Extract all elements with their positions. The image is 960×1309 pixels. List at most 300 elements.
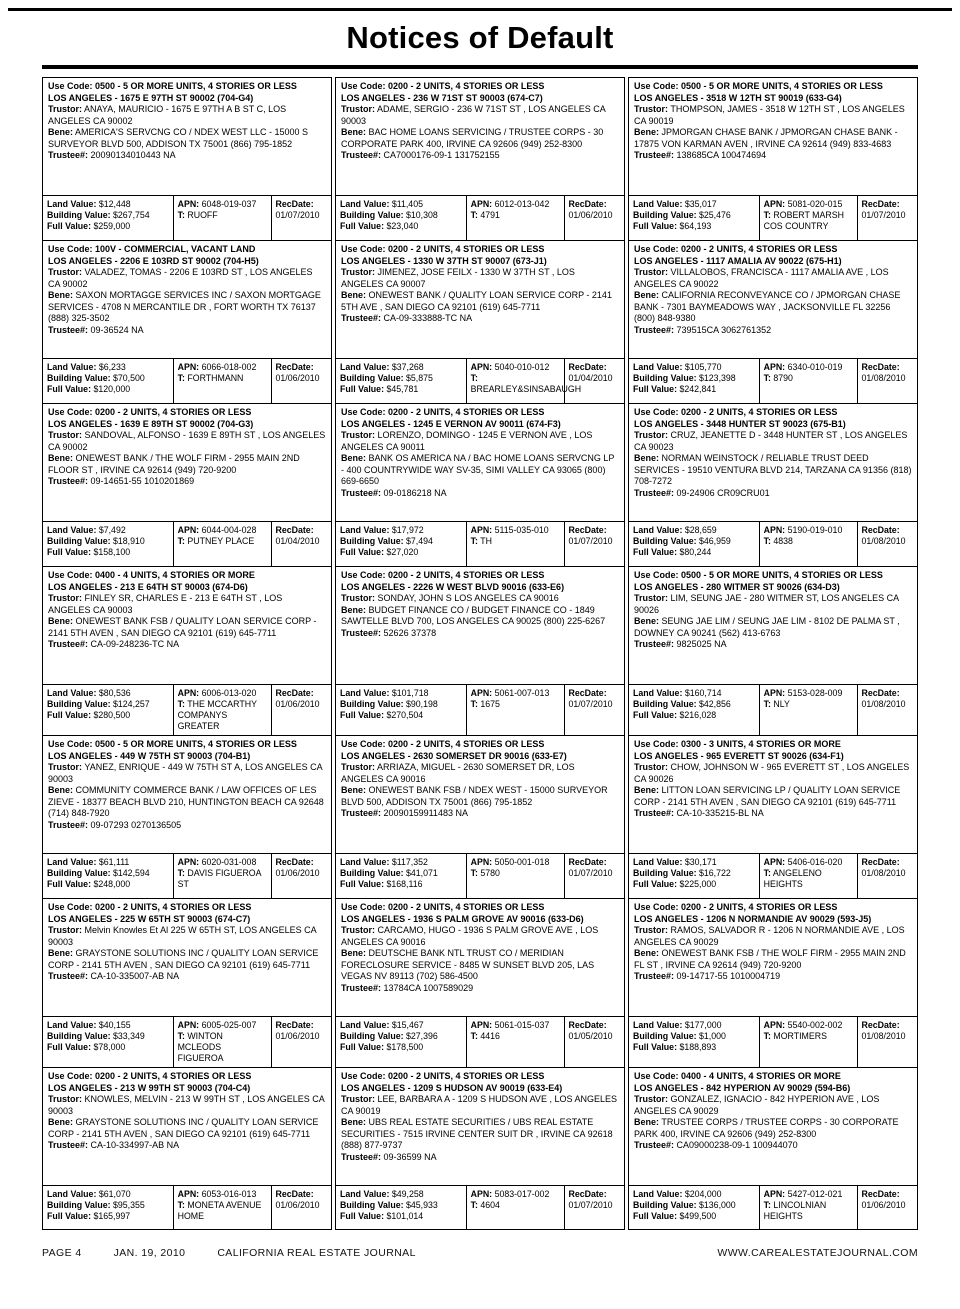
bene-label: Bene: bbox=[48, 453, 74, 463]
trustor-line bbox=[48, 267, 326, 290]
full-value-label: Full Value: bbox=[340, 1042, 384, 1052]
trustee-value: 138685CA 100474694 bbox=[676, 150, 767, 160]
building-value-line bbox=[340, 536, 462, 547]
bene-value: ONEWEST BANK FSB / NDEX WEST - 15000 SURVEYOR BLVD 500, ADDISON TX 75001 (866) 795-1852 bbox=[341, 785, 608, 807]
footer-page-number: PAGE 4 bbox=[42, 1247, 82, 1259]
apn-value: 5115-035-010 bbox=[494, 525, 549, 535]
bene-value: UBS REAL ESTATE SECURITIES / UBS REAL ESTATE SECURITIES - 7515 IRVINE CENTER SUIT DR , IRVINE CA 92618 (888) 877-9737 bbox=[341, 1117, 613, 1150]
building-value: $7,494 bbox=[406, 536, 433, 546]
value-col-recdate bbox=[271, 359, 332, 403]
bene-value: NORMAN WEINSTOCK / RELIABLE TRUST DEED SERVICES - 19510 VENTURA BLVD 214, TARZANA CA 91356 (818) 708-7272 bbox=[634, 453, 912, 486]
building-value-label: Building Value: bbox=[633, 868, 697, 878]
apn-label: APN: bbox=[177, 857, 200, 867]
trustor-line bbox=[48, 762, 326, 785]
bene-label: Bene: bbox=[634, 948, 660, 958]
building-value: $142,594 bbox=[113, 868, 150, 878]
trustor-label: Trustor: bbox=[634, 430, 669, 440]
land-value: $17,972 bbox=[391, 525, 424, 535]
apn-value: 5081-020-015 bbox=[787, 199, 843, 209]
use-code-line bbox=[634, 407, 912, 419]
trustee-label: Trustee#: bbox=[341, 150, 382, 160]
value-col-assessments bbox=[336, 1186, 466, 1229]
value-col-recdate bbox=[857, 1017, 918, 1067]
bene-line bbox=[341, 127, 619, 150]
bene-line bbox=[48, 127, 326, 150]
tract-label: T: bbox=[763, 699, 771, 709]
full-value-label: Full Value: bbox=[47, 1042, 91, 1052]
trustor-value: CRUZ, JEANETTE D - 3448 HUNTER ST , LOS ANGELES CA 90023 bbox=[634, 430, 908, 452]
apn-line bbox=[178, 688, 267, 699]
bene-line bbox=[341, 785, 619, 808]
recdate-value: 01/08/2010 bbox=[861, 868, 906, 878]
value-col-assessments bbox=[43, 359, 173, 403]
full-value-label: Full Value: bbox=[47, 384, 91, 394]
land-value-label: Land Value: bbox=[47, 362, 97, 372]
full-value-line bbox=[47, 1042, 169, 1053]
bene-line bbox=[341, 453, 619, 488]
tract-value: NLY bbox=[773, 699, 790, 709]
land-value-line bbox=[47, 857, 169, 868]
trustee-line bbox=[634, 325, 912, 337]
full-value-label: Full Value: bbox=[47, 547, 91, 557]
value-col-recdate bbox=[857, 196, 918, 240]
tract-value: PUTNEY PLACE bbox=[187, 536, 255, 546]
apn-line bbox=[471, 857, 560, 868]
notice-address: LOS ANGELES - 3448 HUNTER ST 90023 (675-B1) bbox=[634, 418, 846, 429]
trustor-label: Trustor: bbox=[634, 1094, 669, 1104]
value-col-assessments bbox=[43, 1017, 173, 1067]
value-col-apn bbox=[173, 196, 271, 240]
tract-label: T: bbox=[763, 1200, 771, 1210]
recdate-value: 01/08/2010 bbox=[861, 373, 906, 383]
full-value-label: Full Value: bbox=[633, 547, 677, 557]
land-value-label: Land Value: bbox=[633, 525, 683, 535]
trustee-label: Trustee#: bbox=[48, 639, 89, 649]
apn-value: 6340-010-019 bbox=[787, 362, 843, 372]
building-value-label: Building Value: bbox=[633, 210, 697, 220]
tract-line bbox=[471, 699, 560, 710]
tract-line bbox=[764, 210, 853, 232]
apn-label: APN: bbox=[763, 199, 786, 209]
bene-label: Bene: bbox=[48, 290, 74, 300]
value-col-assessments bbox=[629, 1017, 759, 1067]
value-col-recdate bbox=[564, 1017, 625, 1067]
footer-website: WWW.CAREALESTATEJOURNAL.COM bbox=[717, 1247, 918, 1259]
use-code-value: 0400 - 4 UNITS, 4 STORIES OR MORE bbox=[95, 570, 255, 580]
land-value-line bbox=[633, 1189, 755, 1200]
apn-value: 5040-010-012 bbox=[494, 362, 550, 372]
notices-grid bbox=[42, 77, 918, 1230]
full-value-line bbox=[340, 221, 462, 232]
apn-label: APN: bbox=[177, 362, 200, 372]
tract-line bbox=[178, 1031, 267, 1064]
bene-value: ONEWEST BANK / THE WOLF FIRM - 2955 MAIN 2ND FLOOR ST , IRVINE CA 92614 (949) 720-9200 bbox=[48, 453, 300, 475]
apn-value: 6053-016-013 bbox=[201, 1189, 257, 1199]
building-value-label: Building Value: bbox=[633, 1031, 697, 1041]
land-value-line bbox=[340, 857, 462, 868]
building-value-label: Building Value: bbox=[47, 699, 111, 709]
use-code-label: Use Code: bbox=[48, 407, 93, 417]
footer-publication: CALIFORNIA REAL ESTATE JOURNAL bbox=[217, 1247, 416, 1259]
land-value-line bbox=[633, 525, 755, 536]
recdate-value: 01/06/2010 bbox=[275, 1031, 320, 1041]
building-value: $267,754 bbox=[113, 210, 150, 220]
tract-value: THE MCCARTHY COMPANYS GREATER bbox=[177, 699, 257, 731]
building-value-label: Building Value: bbox=[47, 1200, 111, 1210]
value-table bbox=[628, 521, 918, 566]
full-value-label: Full Value: bbox=[633, 1211, 677, 1221]
recdate-label: RecDate: bbox=[568, 1189, 607, 1199]
full-value: $270,504 bbox=[386, 710, 424, 720]
bene-line bbox=[48, 1117, 326, 1140]
building-value-label: Building Value: bbox=[340, 210, 404, 220]
apn-label: APN: bbox=[763, 362, 786, 372]
bene-value: GRAYSTONE SOLUTIONS INC / QUALITY LOAN SERVICE CORP - 2141 5TH AVEN , SAN DIEGO CA 92101 (619) 645-7711 bbox=[48, 948, 319, 970]
full-value: $120,000 bbox=[93, 384, 131, 394]
building-value: $45,933 bbox=[406, 1200, 438, 1210]
value-table bbox=[42, 521, 332, 566]
building-value: $70,500 bbox=[113, 373, 145, 383]
building-value-line bbox=[633, 868, 755, 879]
tract-label: T: bbox=[177, 373, 185, 383]
trustee-value: CA-10-334997-AB NA bbox=[90, 1140, 180, 1150]
apn-label: APN: bbox=[177, 1020, 200, 1030]
land-value-line bbox=[47, 1189, 169, 1200]
trustee-value: 13784CA 1007589029 bbox=[383, 982, 474, 993]
page-title: Notices of Default bbox=[346, 20, 614, 55]
land-value-label: Land Value: bbox=[340, 199, 390, 209]
trustor-value: ADAME, SERGIO - 236 W 71ST ST , LOS ANGELES CA 90003 bbox=[341, 104, 606, 126]
recdate-label: RecDate: bbox=[568, 688, 607, 698]
bene-label: Bene: bbox=[341, 1117, 367, 1127]
value-table bbox=[628, 853, 918, 898]
notice-block bbox=[628, 735, 918, 853]
value-col-recdate bbox=[857, 854, 918, 898]
bene-value: SEUNG JAE LIM / SEUNG JAE LIM - 8102 DE PALMA ST , DOWNEY CA 90241 (562) 413-6763 bbox=[634, 616, 900, 638]
trustee-line bbox=[341, 488, 619, 500]
value-col-recdate bbox=[564, 1186, 625, 1229]
trustee-label: Trustee#: bbox=[341, 1151, 382, 1162]
apn-value: 5190-019-010 bbox=[787, 525, 843, 535]
apn-label: APN: bbox=[177, 199, 200, 209]
apn-value: 5050-001-018 bbox=[494, 857, 550, 867]
building-value-label: Building Value: bbox=[633, 699, 697, 709]
full-value: $27,020 bbox=[386, 547, 419, 557]
bene-label: Bene: bbox=[634, 290, 660, 300]
use-code-label: Use Code: bbox=[634, 902, 679, 912]
trustee-value: 09-07293 0270136505 bbox=[90, 819, 182, 830]
notice-block bbox=[42, 735, 332, 853]
full-value: $248,000 bbox=[93, 879, 131, 889]
use-code-line bbox=[341, 739, 619, 751]
tract-line bbox=[178, 699, 267, 732]
use-code-line bbox=[634, 902, 912, 914]
trustor-line bbox=[634, 104, 912, 127]
apn-value: 6020-031-008 bbox=[201, 857, 257, 867]
tract-label: T: bbox=[177, 536, 185, 546]
tract-line bbox=[764, 1200, 853, 1222]
use-code-line bbox=[341, 570, 619, 582]
trustor-line bbox=[48, 430, 326, 453]
notice-block bbox=[335, 403, 625, 521]
apn-label: APN: bbox=[177, 525, 200, 535]
trustor-line bbox=[634, 762, 912, 785]
bene-line bbox=[341, 1117, 619, 1152]
land-value: $15,467 bbox=[391, 1020, 424, 1030]
trustee-value: CA7000176-09-1 131752155 bbox=[383, 150, 500, 160]
full-value-line bbox=[340, 1211, 462, 1222]
value-table bbox=[335, 358, 625, 403]
full-value: $499,500 bbox=[679, 1211, 717, 1221]
full-value-line bbox=[633, 384, 755, 395]
tract-label: T: bbox=[470, 373, 478, 383]
notice-block bbox=[628, 566, 918, 684]
full-value-line bbox=[633, 879, 755, 890]
recdate-label: RecDate: bbox=[861, 199, 900, 209]
full-value-label: Full Value: bbox=[47, 710, 91, 720]
apn-line bbox=[178, 362, 267, 373]
value-col-apn bbox=[173, 685, 271, 735]
apn-line bbox=[471, 688, 560, 699]
use-code-label: Use Code: bbox=[341, 739, 386, 749]
trustor-label: Trustor: bbox=[341, 267, 376, 277]
tract-line bbox=[178, 868, 267, 890]
apn-value: 6066-018-002 bbox=[201, 362, 257, 372]
trustor-value: CHOW, JOHNSON W - 965 EVERETT ST , LOS ANGELES CA 90026 bbox=[634, 762, 910, 784]
trustee-line bbox=[634, 1140, 912, 1152]
land-value: $105,770 bbox=[684, 362, 722, 372]
land-value: $11,405 bbox=[391, 199, 423, 209]
full-value-label: Full Value: bbox=[633, 384, 677, 394]
trustor-value: RAMOS, SALVADOR R - 1206 N NORMANDIE AVE , LOS ANGELES CA 90029 bbox=[634, 925, 905, 947]
apn-label: APN: bbox=[763, 525, 786, 535]
full-value: $45,781 bbox=[386, 384, 419, 394]
value-table bbox=[335, 521, 625, 566]
bene-label: Bene: bbox=[341, 604, 367, 615]
trustor-value: THOMPSON, JAMES - 3518 W 12TH ST , LOS ANGELES CA 90019 bbox=[634, 104, 905, 126]
apn-label: APN: bbox=[470, 857, 493, 867]
trustor-line bbox=[341, 593, 619, 605]
trustee-label: Trustee#: bbox=[341, 808, 382, 818]
recdate-label: RecDate: bbox=[861, 362, 900, 372]
land-value: $37,268 bbox=[391, 362, 424, 372]
value-table bbox=[335, 853, 625, 898]
building-value: $33,349 bbox=[113, 1031, 145, 1041]
recdate-label: RecDate: bbox=[861, 1020, 900, 1030]
notice-address: LOS ANGELES - 449 W 75TH ST 90003 (704-B1) bbox=[48, 750, 251, 761]
use-code-value: 0500 - 5 OR MORE UNITS, 4 STORIES OR LESS bbox=[681, 570, 883, 580]
recdate-value: 01/07/2010 bbox=[568, 699, 613, 709]
trustor-value: LEE, BARBARA A - 1209 S HUDSON AVE , LOS ANGELES CA 90019 bbox=[341, 1094, 617, 1116]
trustor-value: ANAYA, MAURICIO - 1675 E 97TH A B ST C, LOS ANGELES CA 90002 bbox=[48, 104, 287, 126]
trustee-label: Trustee#: bbox=[48, 324, 89, 335]
bene-value: ONEWEST BANK / QUALITY LOAN SERVICE CORP - 2141 5TH AVE , SAN DIEGO CA 92101 (619) 645-7711 bbox=[341, 290, 612, 312]
use-code-label: Use Code: bbox=[48, 739, 93, 749]
full-value-line bbox=[340, 879, 462, 890]
trustee-line bbox=[48, 150, 326, 162]
use-code-line bbox=[48, 1071, 326, 1083]
trustor-value: Melvin Knowles Et Al 225 W 65TH ST, LOS ANGELES CA 90003 bbox=[48, 925, 317, 947]
apn-line bbox=[764, 1020, 853, 1031]
trustee-value: 52626 37378 bbox=[383, 627, 437, 638]
apn-value: 6005-025-007 bbox=[201, 1020, 257, 1030]
building-value-line bbox=[633, 699, 755, 710]
trustor-label: Trustor: bbox=[341, 925, 376, 935]
building-value: $18,910 bbox=[113, 536, 145, 546]
land-value-line bbox=[47, 199, 169, 210]
value-col-recdate bbox=[564, 685, 625, 735]
recdate-label: RecDate: bbox=[568, 199, 607, 209]
use-code-label: Use Code: bbox=[634, 407, 679, 417]
value-col-apn bbox=[759, 854, 857, 898]
bene-line bbox=[48, 290, 326, 325]
trustee-label: Trustee#: bbox=[48, 1140, 89, 1150]
notice-block bbox=[628, 403, 918, 521]
trustor-label: Trustor: bbox=[634, 267, 669, 277]
full-value-line bbox=[340, 710, 462, 721]
building-value: $5,875 bbox=[406, 373, 433, 383]
bene-value: COMMUNITY COMMERCE BANK / LAW OFFICES OF LES ZIEVE - 18377 BEACH BLVD 210, HUNTINGTON BEACH CA 92648 (714) 848-7920 bbox=[48, 785, 324, 818]
full-value-line bbox=[633, 1042, 755, 1053]
notice-address: LOS ANGELES - 965 EVERETT ST 90026 (634-F1) bbox=[634, 750, 844, 761]
value-col-apn bbox=[759, 1186, 857, 1229]
use-code-label: Use Code: bbox=[634, 244, 679, 254]
bene-value: SAXON MORTAGGE SERVICES INC / SAXON MORTGAGE SERVICES - 4708 N MERCANTILE DR , FORT WORTH TX 76137 (888) 325-3502 bbox=[48, 290, 321, 323]
full-value-line bbox=[47, 221, 169, 232]
use-code-line bbox=[48, 244, 326, 256]
trustor-label: Trustor: bbox=[634, 762, 669, 772]
trustor-value: YANEZ, ENRIQUE - 449 W 75TH ST A, LOS ANGELES CA 90003 bbox=[48, 762, 323, 784]
tract-line bbox=[764, 373, 853, 384]
full-value: $188,893 bbox=[679, 1042, 717, 1052]
building-value: $136,000 bbox=[699, 1200, 736, 1210]
building-value: $16,722 bbox=[699, 868, 731, 878]
trustee-value: 20090134010443 NA bbox=[90, 150, 176, 160]
notice-address: LOS ANGELES - 213 E 64TH ST 90003 (674-D6) bbox=[48, 581, 248, 592]
recdate-value: 01/07/2010 bbox=[568, 536, 613, 546]
trustor-value: FINLEY SR, CHARLES E - 213 E 64TH ST , LOS ANGELES CA 90003 bbox=[48, 593, 283, 615]
trustor-line bbox=[48, 104, 326, 127]
land-value: $204,000 bbox=[684, 1189, 722, 1199]
building-value-label: Building Value: bbox=[47, 373, 111, 383]
value-table bbox=[628, 684, 918, 735]
notice-address: LOS ANGELES - 1639 E 89TH ST 90002 (704-G3) bbox=[48, 418, 254, 429]
full-value: $165,997 bbox=[93, 1211, 131, 1221]
building-value-line bbox=[340, 1200, 462, 1211]
trustee-label: Trustee#: bbox=[341, 313, 382, 323]
value-table bbox=[335, 1185, 625, 1230]
value-col-assessments bbox=[629, 854, 759, 898]
building-value: $10,308 bbox=[406, 210, 438, 220]
tract-value: ANGELENO HEIGHTS bbox=[763, 868, 822, 889]
building-value-label: Building Value: bbox=[633, 373, 697, 383]
tract-value: RUOFF bbox=[187, 210, 218, 220]
tract-label: T: bbox=[177, 699, 185, 709]
recdate-value: 01/04/2010 bbox=[568, 373, 613, 383]
bene-line bbox=[48, 948, 326, 971]
value-col-recdate bbox=[564, 854, 625, 898]
notice-block bbox=[42, 403, 332, 521]
notice-address: LOS ANGELES - 1117 AMALIA AV 90022 (675-H1) bbox=[634, 255, 842, 266]
building-value-line bbox=[340, 699, 462, 710]
value-col-apn bbox=[759, 1017, 857, 1067]
bene-value: AMERICA'S SERVCNG CO / NDEX WEST LLC - 15000 S SURVEYOR BLVD 500, ADDISON TX 75001 (866) 795-1852 bbox=[48, 127, 308, 149]
notice-address: LOS ANGELES - 225 W 65TH ST 90003 (674-C7) bbox=[48, 913, 251, 924]
bene-value: BAC HOME LOANS SERVICING / TRUSTEE CORPS - 30 CORPORATE PARK 400, IRVINE CA 92606 (949) 252-8300 bbox=[341, 127, 604, 149]
apn-line bbox=[178, 1020, 267, 1031]
land-value: $117,352 bbox=[391, 857, 428, 867]
land-value-label: Land Value: bbox=[633, 688, 683, 698]
trustee-value: CA09000238-09-1 100944070 bbox=[676, 1140, 798, 1150]
trustee-line bbox=[634, 971, 912, 983]
full-value: $23,040 bbox=[386, 221, 419, 231]
notice-block bbox=[628, 1067, 918, 1185]
land-value: $49,258 bbox=[391, 1189, 424, 1199]
value-col-assessments bbox=[629, 522, 759, 566]
recdate-label: RecDate: bbox=[275, 857, 314, 867]
trustee-line bbox=[48, 820, 326, 832]
bene-label: Bene: bbox=[48, 127, 74, 137]
land-value: $7,492 bbox=[98, 525, 126, 535]
recdate-value: 01/06/2010 bbox=[275, 868, 320, 878]
bene-value: TRUSTEE CORPS / TRUSTEE CORPS - 30 CORPORATE PARK 400, IRVINE CA 92606 (949) 252-8300 bbox=[634, 1117, 899, 1139]
tract-value: LINCOLNIAN HEIGHTS bbox=[763, 1200, 827, 1221]
recdate-label: RecDate: bbox=[861, 1189, 900, 1199]
use-code-label: Use Code: bbox=[341, 902, 386, 912]
bene-label: Bene: bbox=[48, 785, 74, 795]
tract-label: T: bbox=[177, 868, 185, 878]
value-col-recdate bbox=[271, 196, 332, 240]
value-table bbox=[42, 1185, 332, 1230]
trustor-label: Trustor: bbox=[48, 925, 83, 935]
value-col-assessments bbox=[43, 196, 173, 240]
apn-label: APN: bbox=[177, 688, 200, 698]
trustee-line bbox=[634, 488, 912, 500]
value-col-recdate bbox=[857, 685, 918, 735]
trustor-value: VALADEZ, TOMAS - 2206 E 103RD ST , LOS ANGELES CA 90002 bbox=[48, 267, 313, 289]
full-value-line bbox=[340, 384, 462, 395]
tract-label: T: bbox=[763, 536, 771, 546]
notice-address: LOS ANGELES - 236 W 71ST ST 90003 (674-C7) bbox=[341, 92, 543, 103]
notice-address: LOS ANGELES - 842 HYPERION AV 90029 (594-B6) bbox=[634, 1082, 851, 1093]
trustor-label: Trustor: bbox=[634, 593, 669, 603]
apn-line bbox=[178, 857, 267, 868]
apn-label: APN: bbox=[470, 1189, 493, 1199]
apn-line bbox=[471, 1189, 560, 1200]
recdate-label: RecDate: bbox=[568, 1020, 607, 1030]
bene-line bbox=[634, 948, 912, 971]
full-value: $78,000 bbox=[93, 1042, 126, 1052]
full-value: $242,841 bbox=[679, 384, 717, 394]
trustor-line bbox=[634, 267, 912, 290]
tract-line bbox=[764, 1031, 853, 1042]
trustee-line bbox=[48, 971, 326, 983]
recdate-value: 01/04/2010 bbox=[275, 536, 320, 546]
notice-address: LOS ANGELES - 2630 SOMERSET DR 90016 (633-E7) bbox=[341, 750, 567, 761]
tract-value: 4838 bbox=[773, 536, 793, 546]
building-value: $42,856 bbox=[699, 699, 731, 709]
use-code-value: 0200 - 2 UNITS, 4 STORIES OR LESS bbox=[388, 570, 545, 580]
value-col-recdate bbox=[857, 522, 918, 566]
trustor-label: Trustor: bbox=[341, 430, 376, 440]
building-value-line bbox=[633, 1031, 755, 1042]
apn-line bbox=[471, 199, 560, 210]
notice-block bbox=[628, 898, 918, 1016]
building-value-line bbox=[340, 210, 462, 221]
use-code-line bbox=[341, 902, 619, 914]
tract-value: TH bbox=[480, 536, 492, 546]
bene-value: CALIFORNIA RECONVEYANCE CO / JPMORGAN CHASE BANK - 7301 BAYMEADOWS WAY , JACKSONVILLE FL 32256 (800) 848-9380 bbox=[634, 290, 901, 323]
